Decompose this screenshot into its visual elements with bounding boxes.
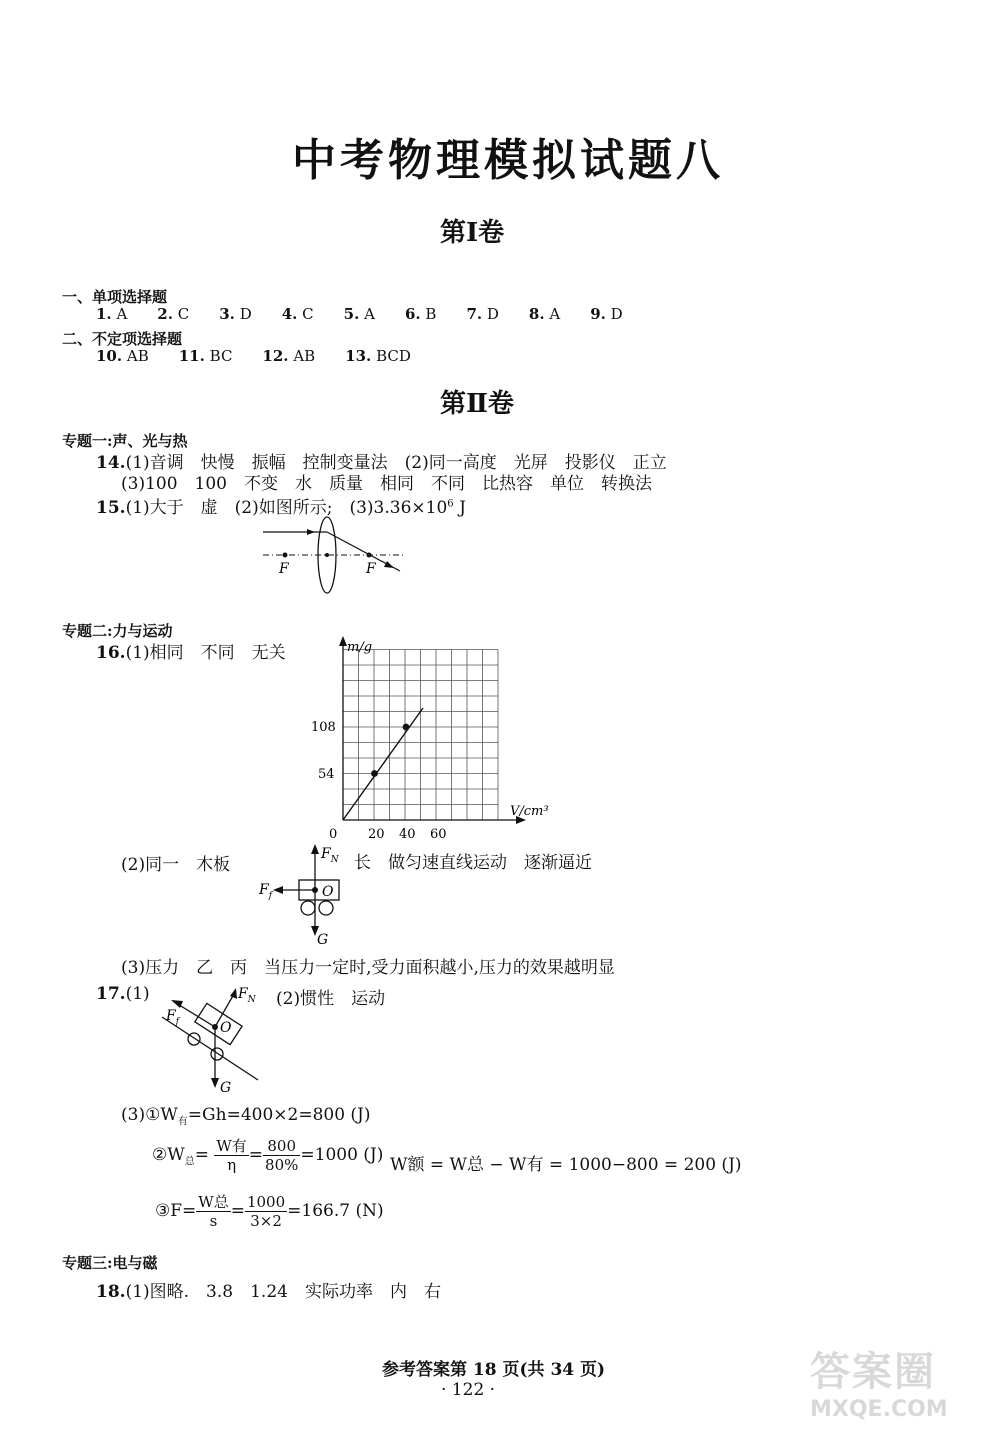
multi_choice-answer-value: BCD <box>376 347 411 365</box>
topic1-label: 专题一:声、光与热 <box>62 432 188 450</box>
calc2-extra: W额 = W总 − W有 = 1000−800 = 200 (J) <box>390 1155 742 1175</box>
calc2-prefix: ②W <box>152 1145 185 1165</box>
focus-right-label: F <box>366 561 376 577</box>
incline-normal-label <box>237 986 257 1005</box>
q16-line3: (3)压力 乙 丙 当压力一定时,受力面积越小,压力的效果越明显 <box>121 958 615 978</box>
q17-line1 <box>96 984 150 1004</box>
calc2-frac2-den: 80% <box>265 1156 299 1174</box>
y-axis-arrow <box>339 636 347 646</box>
y-axis-label: m/g <box>347 640 373 655</box>
single_choice-answer-num: 8. <box>528 305 545 323</box>
normal-force-f: F <box>321 846 331 862</box>
multi_choice-answer-num: 11. <box>178 347 205 365</box>
single_choice-answer-value: B <box>425 305 437 323</box>
single_choice-answer-value: D <box>239 305 252 323</box>
part2-heading: 第Ⅱ卷 <box>440 389 514 419</box>
mass-volume-graph <box>300 632 550 847</box>
single-choice-label: 一、单项选择题 <box>62 288 168 306</box>
q15-text: (1)大于 虚 (2)如图所示; (3)3.36×10 <box>125 498 448 518</box>
focus-right-dot <box>367 553 372 558</box>
friction-force-arrow <box>273 886 283 894</box>
incline-friction-line <box>176 1003 215 1027</box>
q18-text: (1)图略. 3.8 1.24 实际功率 内 右 <box>125 1282 441 1302</box>
calc2-fraction-2 <box>263 1137 300 1174</box>
calc2-result: =1000 (J) <box>300 1145 384 1165</box>
single_choice-answer-value: D <box>486 305 499 323</box>
single_choice-answer-num: 5. <box>343 305 360 323</box>
q18-line <box>96 1277 441 1302</box>
calc2-frac1-den: η <box>227 1156 237 1174</box>
calc3-frac2-den: 3×2 <box>250 1212 282 1230</box>
origin-label: 0 <box>329 827 338 842</box>
calc3-result: =166.7 (N) <box>287 1201 384 1221</box>
page-title: 中考物理模拟试题八 <box>292 135 724 186</box>
single_choice-answer-num: 4. <box>281 305 298 323</box>
focus-left-label: F <box>279 561 289 577</box>
x-tick-60: 60 <box>430 827 447 842</box>
q14-text-1: (1)音调 快慢 振幅 控制变量法 (2)同一高度 光屏 投影仪 正立 <box>125 453 667 473</box>
data-point-108 <box>403 724 410 731</box>
y-tick-54: 54 <box>318 767 335 782</box>
single_choice-answer-value: C <box>177 305 190 323</box>
multi_choice-answer <box>262 347 315 365</box>
q17-num: 17. <box>96 984 126 1004</box>
calc2-frac2-num: 800 <box>263 1137 300 1156</box>
single_choice-answer-value: A <box>364 305 375 323</box>
data-line <box>343 708 423 820</box>
friction-force-label <box>258 882 274 901</box>
incline-friction-f: F <box>166 1008 176 1024</box>
q15-unit: J <box>459 498 466 518</box>
multi_choice-answer-value: AB <box>293 347 316 365</box>
q17-part1: (1) <box>125 984 150 1004</box>
calc1-rest: =Gh=400×2=800 (J) <box>187 1105 371 1125</box>
graph-grid <box>343 650 498 821</box>
data-point-54 <box>371 770 378 777</box>
single_choice-answer-value: D <box>610 305 623 323</box>
multi_choice-answer-value: AB <box>126 347 149 365</box>
topic3-label: 专题三:电与磁 <box>62 1254 158 1272</box>
calc-2: $②W_总=$ $\frac{\text{W有}}{\eta}$ = $\frac{800}{80\%}$ =1000 (J) <box>152 1137 384 1174</box>
q17-part2: (2)惯性 运动 <box>276 989 386 1009</box>
multi_choice-answer-value: BC <box>209 347 233 365</box>
q16-line1 <box>96 638 286 663</box>
q15-num: 15. <box>96 498 126 518</box>
incline-gravity-arrow <box>211 1078 219 1088</box>
incline-normal-f: F <box>238 986 248 1002</box>
multi_choice-answer-num: 10. <box>96 347 123 365</box>
x-tick-40: 40 <box>399 827 416 842</box>
block-group <box>195 1003 242 1044</box>
calc1-sub: 有 <box>177 1116 188 1128</box>
calc-3: ③F= $\frac{\text{W总}}{s}$ = $\frac{1000}{3\times 2}$ =166.7 (N) <box>155 1193 384 1230</box>
lens-center-dot <box>325 553 329 557</box>
single_choice-answer-value: A <box>116 305 128 323</box>
friction-force-f: F <box>259 882 269 898</box>
calc2-fraction-1 <box>214 1137 248 1174</box>
incline-center-label: O <box>220 1020 232 1036</box>
q16-text-1: (1)相同 不同 无关 <box>125 643 286 663</box>
single_choice-answer <box>157 305 189 323</box>
multi_choice-answer-num: 12. <box>262 347 289 365</box>
single_choice-answer-num: 9. <box>590 305 606 323</box>
footer-page-number: · 122 · <box>441 1380 496 1400</box>
center-label: O <box>322 884 334 900</box>
calc2-frac1-num: W有 <box>216 1137 247 1155</box>
q18-num: 18. <box>96 1282 126 1302</box>
multi_choice-answer <box>96 347 149 365</box>
single_choice-answer <box>529 305 560 323</box>
watermark-logo: 答案圈 MXQE.COM <box>810 1349 948 1422</box>
calc3-prefix: ③F= <box>155 1201 197 1221</box>
single_choice-answer <box>344 305 375 323</box>
incline-friction-sub: f <box>175 1017 180 1027</box>
y-tick-108: 108 <box>311 720 336 735</box>
calc-1 <box>121 1105 371 1127</box>
footer-page-info: 参考答案第 18 页(共 34 页) <box>382 1360 606 1380</box>
refracted-ray-arrow <box>384 561 394 568</box>
lens-figure <box>255 515 415 597</box>
q16-line2b: 长 做匀速直线运动 逐渐逼近 <box>354 853 592 873</box>
normal-force-arrow <box>311 844 319 854</box>
incline-normal-sub: N <box>247 995 256 1005</box>
calc3-frac1-num: W总 <box>198 1193 229 1211</box>
calc3-fraction-2 <box>245 1193 287 1230</box>
gravity-label: G <box>317 932 329 947</box>
normal-force-sub: N <box>330 855 339 865</box>
q14-line2: (3)100 100 不变 水 质量 相同 不同 比热容 单位 转换法 <box>121 474 652 494</box>
single_choice-answer-num: 1. <box>96 305 112 323</box>
incline-wheel-right <box>211 1048 223 1060</box>
calc3-fraction-1 <box>196 1193 230 1230</box>
single_choice-answer <box>96 305 127 323</box>
cart-wheel-right <box>319 901 333 915</box>
incident-ray-arrow <box>307 529 315 535</box>
incline-gravity-label: G <box>220 1080 232 1094</box>
calc3-frac2-num: 1000 <box>246 1193 286 1211</box>
incline-force-figure <box>150 982 270 1094</box>
focus-left-dot <box>283 553 288 558</box>
single_choice-answer-value: C <box>302 305 314 323</box>
single_choice-answer-num: 3. <box>219 305 235 323</box>
q16-line2a: (2)同一 木板 <box>121 855 231 875</box>
cart-wheel-left <box>301 901 315 915</box>
x-axis-label: V/cm³ <box>510 804 549 819</box>
q16-num: 16. <box>96 643 126 663</box>
calc2-sub: 总 <box>184 1156 195 1168</box>
q15-exponent: 6 <box>447 498 454 510</box>
multi_choice-answer-num: 13. <box>345 347 372 365</box>
single-choice-answers <box>96 304 653 323</box>
multi_choice-answer <box>345 347 411 365</box>
multi_choice-answer <box>179 347 233 365</box>
incline-wheel-left <box>188 1033 200 1045</box>
single_choice-answer-num: 7. <box>466 305 483 323</box>
multi-choice-answers <box>96 346 441 365</box>
part1-heading: 第Ⅰ卷 <box>440 218 505 248</box>
multi-choice-label: 二、不定项选择题 <box>62 330 183 348</box>
normal-force-label <box>320 846 340 865</box>
calc1-prefix: (3)①W <box>121 1105 178 1125</box>
single_choice-answer-num: 2. <box>157 305 173 323</box>
single_choice-answer <box>466 305 498 323</box>
x-tick-20: 20 <box>368 827 385 842</box>
single_choice-answer <box>219 305 251 323</box>
friction-force-sub: f <box>268 891 273 901</box>
single_choice-answer <box>590 305 622 323</box>
cart-force-figure <box>255 842 350 947</box>
single_choice-answer <box>405 305 436 323</box>
single_choice-answer <box>282 305 314 323</box>
incline-normal-arrow <box>230 988 237 999</box>
incline-block <box>195 1003 242 1044</box>
single_choice-answer-num: 6. <box>404 305 421 323</box>
topic2-label: 专题二:力与运动 <box>62 622 173 640</box>
single_choice-answer-value: A <box>549 305 561 323</box>
q14-num: 14. <box>96 453 126 473</box>
calc3-frac1-den: s <box>209 1212 218 1230</box>
